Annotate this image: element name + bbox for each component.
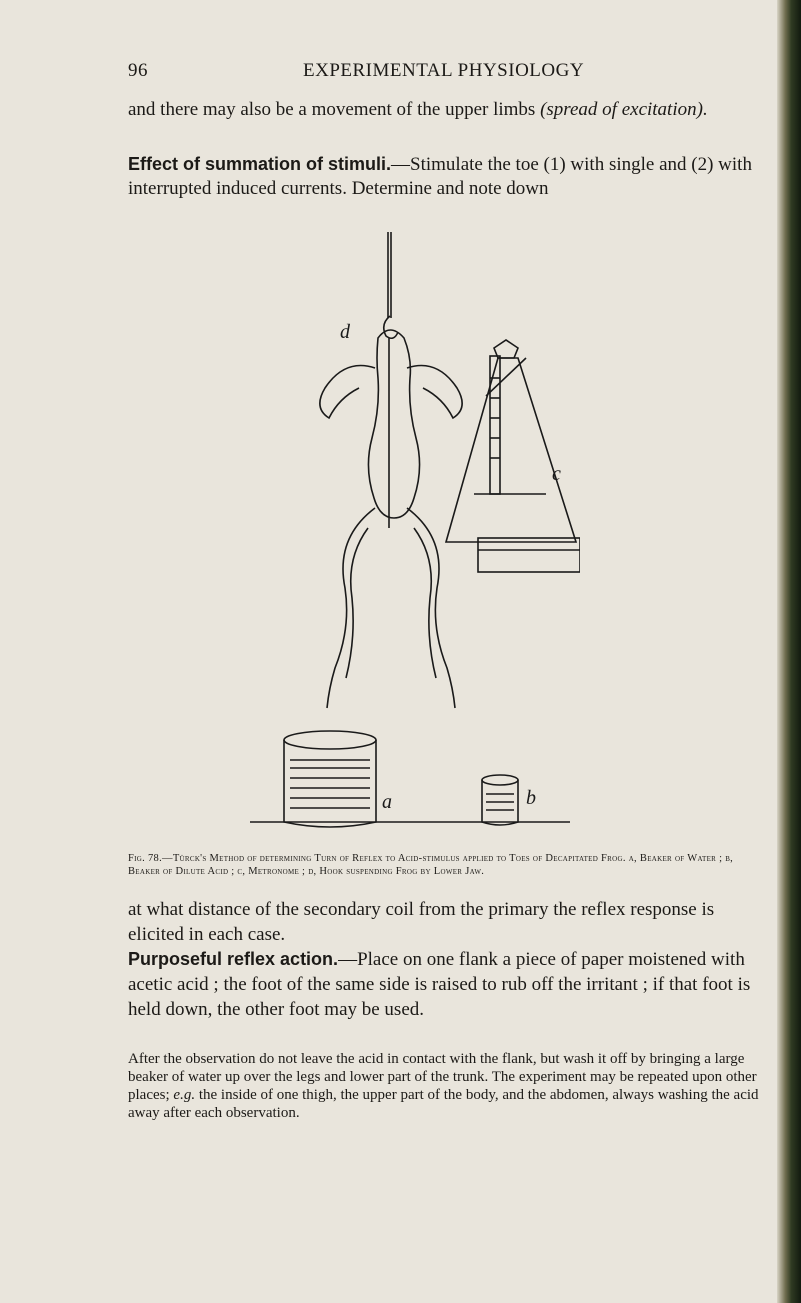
- purposeful-paragraph: [128, 947, 768, 1022]
- intro-text: and there may also be a movement of the upper limbs: [128, 99, 536, 120]
- page-number: 96: [128, 60, 148, 81]
- suspension-hook: [384, 232, 398, 338]
- small-print-end: the inside of one thigh, the upper part of the body, and the abdomen, always washing the acid away after each observation.: [128, 1087, 759, 1121]
- metronome: [446, 340, 580, 572]
- continuation-paragraph: at what distance of the secondary coil from the primary the reflex response is elicited in each case.: [128, 899, 715, 945]
- frog-reflex-figure: [250, 228, 580, 830]
- label-d: d: [340, 321, 350, 343]
- small-print-text: After the observation do not leave the acid in contact with the flank, but wash it off by bringing a large beaker of water up over the legs and lower part of the trunk. The experiment may be repeated upon other places;: [128, 1051, 757, 1103]
- small-print-paragraph: [128, 1050, 768, 1122]
- figure-caption: [128, 852, 768, 878]
- label-b: b: [526, 787, 536, 809]
- decapitated-frog: [320, 330, 462, 708]
- intro-italic: (spread of excitation).: [540, 99, 708, 120]
- beaker-b: [482, 775, 518, 825]
- book-spine-shadow: [777, 0, 801, 1303]
- intro-paragraph: [128, 98, 768, 122]
- beaker-a: [284, 731, 376, 827]
- caption-legend: a, Beaker of Water ; b, Beaker of Dilute Acid ; c, Metronome ; d, Hook suspending Frog by Lower Jaw.: [128, 853, 734, 877]
- running-title: EXPERIMENTAL PHYSIOLOGY: [303, 60, 585, 81]
- purposeful-body: —Place on one flank a piece of paper moistened with acetic acid ; the foot of the same side is raised to rub off the irritant ; if that foot is held down, the other foot may be used.: [128, 949, 751, 1020]
- label-c: c: [552, 463, 561, 485]
- summation-heading: Effect of summation of stimuli.: [128, 154, 392, 174]
- summation-paragraph: [128, 152, 768, 201]
- caption-label: Fig. 78.: [128, 853, 163, 864]
- caption-text: —Türck's Method of determining Turn of Reflex to Acid-stimulus applied to Toes of Decapitated Frog.: [162, 853, 626, 864]
- label-a: a: [382, 791, 392, 813]
- small-print-eg: e.g.: [173, 1087, 196, 1103]
- summation-body: —Stimulate the toe (1) with single and (2) with interrupted induced currents. Determine and note down: [128, 154, 752, 199]
- purposeful-heading: Purposeful reflex action.: [128, 949, 339, 969]
